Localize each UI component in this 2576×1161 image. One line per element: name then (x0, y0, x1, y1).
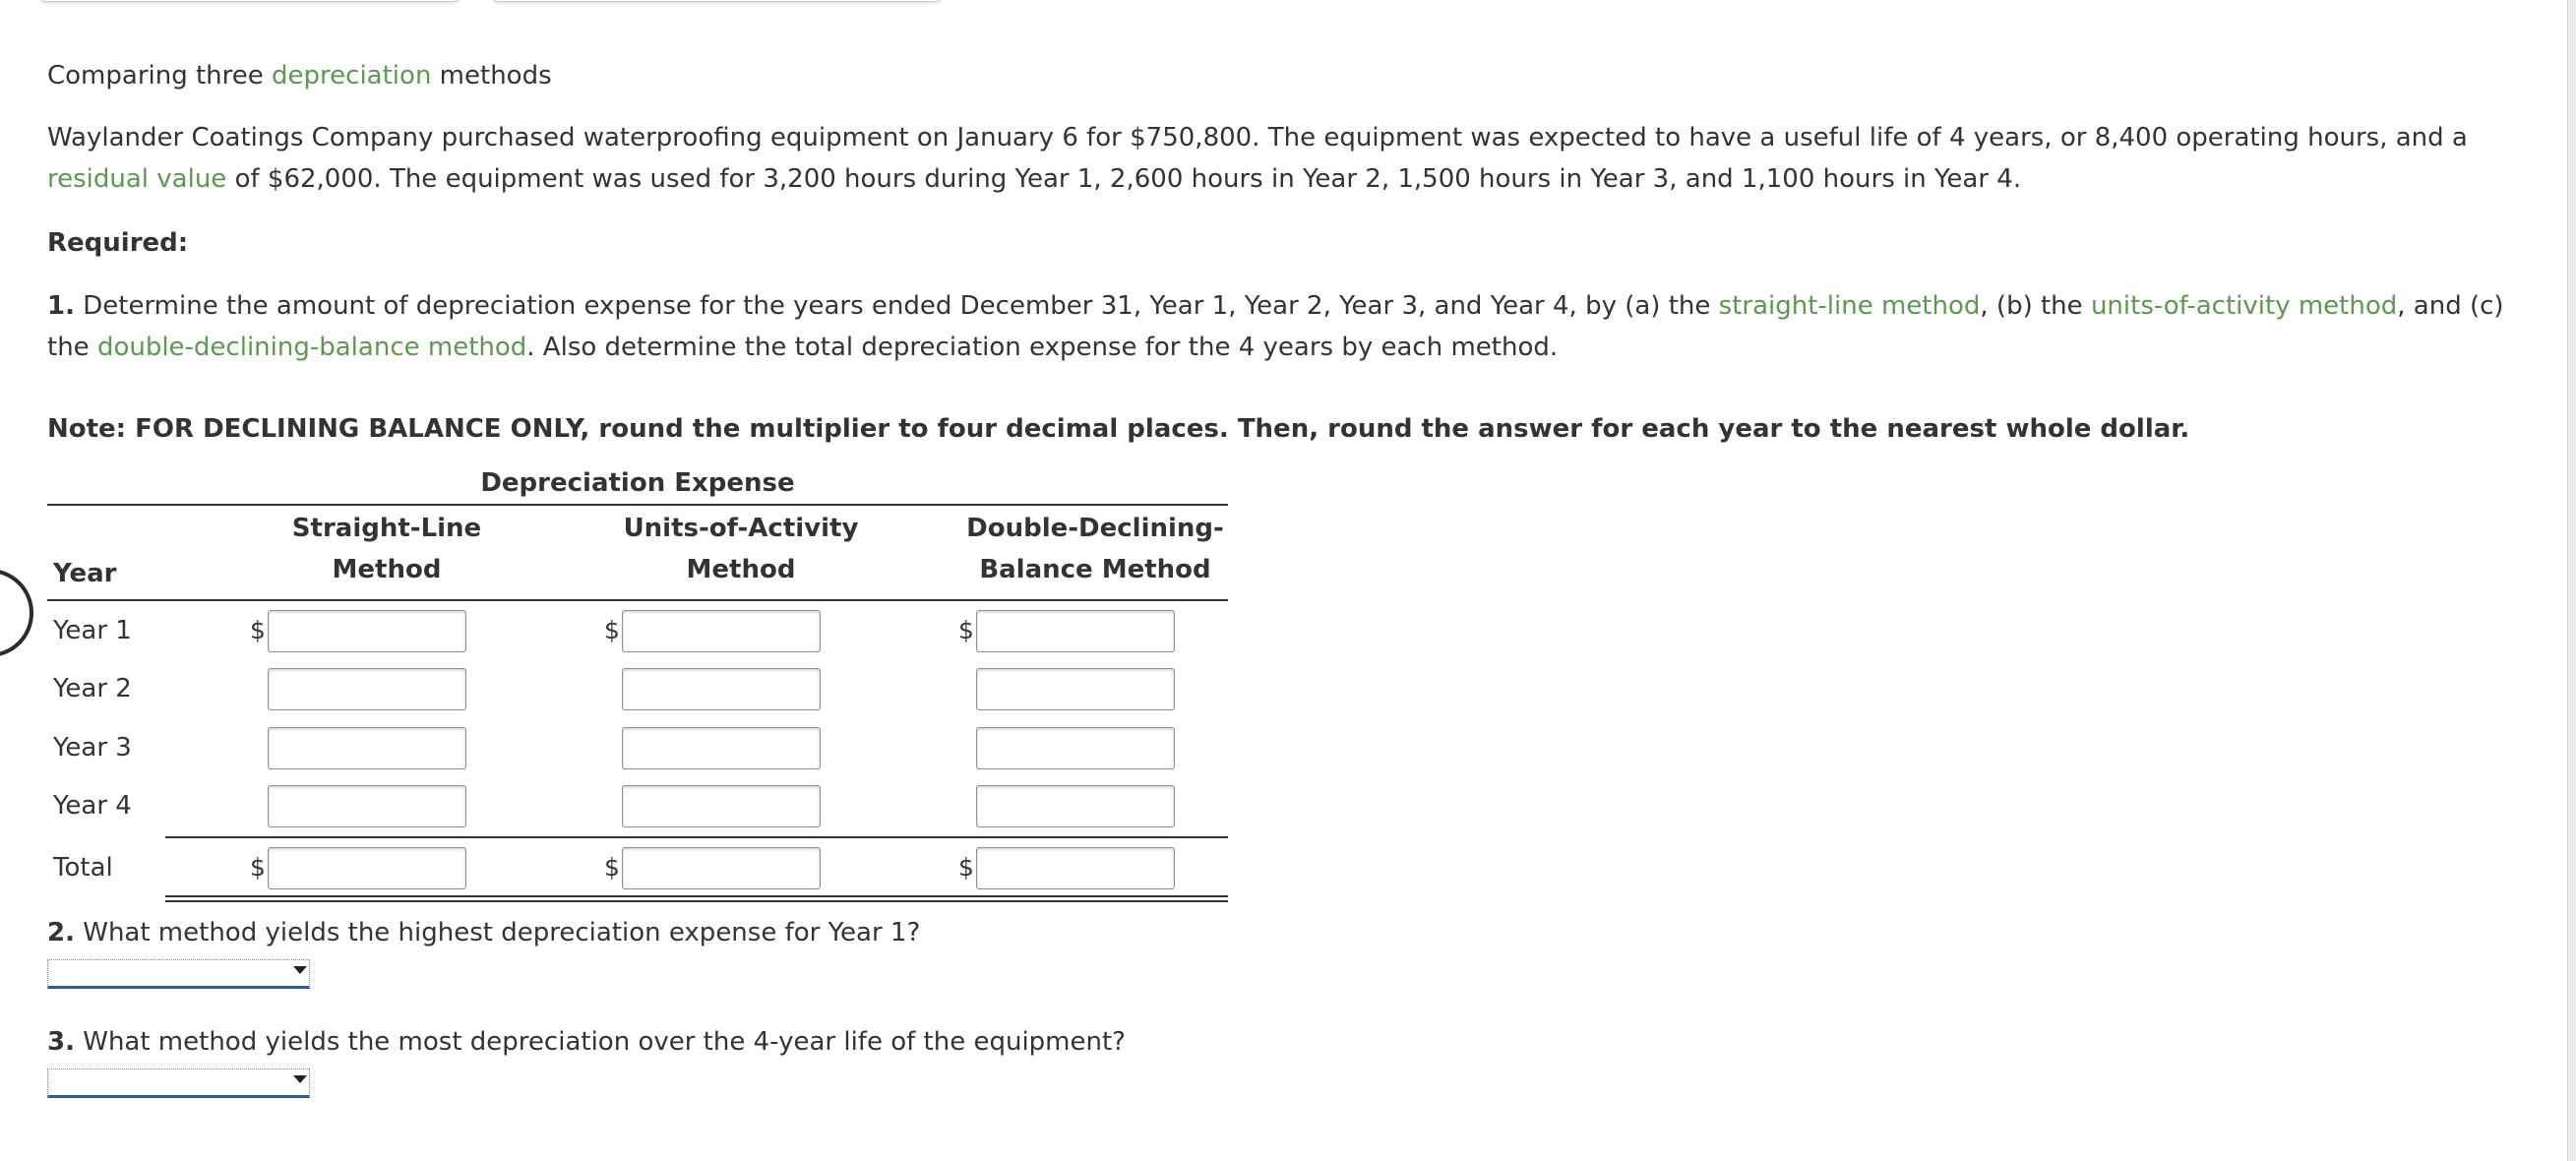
dollar-sign: $ (250, 616, 266, 644)
units-of-activity-column-header: Units-of-Activity Method (623, 514, 859, 584)
question-3-number: 3. (47, 1027, 75, 1057)
units-of-activity-method-link[interactable]: units-of-activity method (2090, 291, 2398, 321)
header-rule (47, 599, 1228, 601)
question-1-number: 1. (47, 291, 75, 321)
question-2: 2. What method yields the highest depreciation expense for Year 1? (47, 918, 921, 947)
question-3: 3. What method yields the most depreciation over the 4-year life of the equipment? (47, 1027, 1126, 1057)
dollar-sign: $ (250, 853, 266, 882)
dollar-sign: $ (604, 616, 620, 644)
question-2-number: 2. (47, 918, 75, 947)
year-1-units-of-activity-input[interactable] (622, 610, 821, 652)
total-double-rule (165, 895, 1228, 897)
year-3-double-declining-input[interactable] (976, 727, 1175, 769)
question-title: Comparing three depreciation methods (47, 61, 552, 91)
question-2-dropdown[interactable] (47, 959, 310, 989)
double-declining-balance-column-header: Double-Declining- Balance Method (966, 514, 1224, 584)
table-row-year-1 (47, 602, 1228, 659)
chevron-down-icon (293, 966, 307, 974)
year-4-units-of-activity-input[interactable] (622, 785, 821, 827)
year-4-straight-line-input[interactable] (268, 785, 466, 827)
total-top-rule (165, 836, 1228, 838)
total-double-declining-input[interactable] (976, 847, 1175, 889)
required-label: Required: (47, 228, 189, 258)
question-3-dropdown[interactable] (47, 1069, 310, 1098)
chevron-down-icon (293, 1075, 307, 1083)
problem-statement: Waylander Coatings Company purchased waterproofing equipment on January 6 for $750,800. The equipment was expected to have a useful life of 4 years, or 8,400 operating hours, and a residual value of $62,000. The equipment was used for 3,200 hours during Year 1, 2,600 hours in Year 2, 1,500 hours in Year 3, and 1,100 hours in Year 4. (47, 123, 2468, 194)
residual-value-link[interactable]: residual value (47, 164, 227, 194)
table-row-year-4 (47, 777, 1228, 834)
row-label: Year 3 (53, 733, 132, 763)
tab-stub-left[interactable] (39, 0, 460, 2)
year-2-straight-line-input[interactable] (268, 668, 466, 710)
rounding-note: Note: FOR DECLINING BALANCE ONLY, round the multiplier to four decimal places. Then, round the answer for each year to the nearest whole dollar. (47, 414, 2190, 444)
total-double-rule (165, 900, 1228, 902)
cursor-ring-indicator (0, 569, 33, 657)
tab-stub-right[interactable] (492, 0, 942, 2)
double-declining-balance-method-link[interactable]: double-declining-balance method (96, 333, 527, 362)
year-2-units-of-activity-input[interactable] (622, 668, 821, 710)
row-label: Year 4 (53, 791, 132, 821)
table-title: Depreciation Expense (47, 460, 1228, 506)
row-label: Year 1 (53, 616, 132, 645)
year-4-double-declining-input[interactable] (976, 785, 1175, 827)
year-1-double-declining-input[interactable] (976, 610, 1175, 652)
table-row-year-3 (47, 719, 1228, 776)
depreciation-link[interactable]: depreciation (272, 61, 432, 91)
year-column-header: Year (53, 559, 117, 588)
table-row-year-2 (47, 660, 1228, 717)
row-label: Year 2 (53, 674, 132, 703)
dollar-sign: $ (958, 853, 974, 882)
dollar-sign: $ (604, 853, 620, 882)
year-1-straight-line-input[interactable] (268, 610, 466, 652)
table-row-total (47, 839, 1228, 896)
straight-line-method-link[interactable]: straight-line method (1718, 291, 1981, 321)
question-1: 1. Determine the amount of depreciation expense for the years ended December 31, Year 1, Year 2, Year 3, and Year 4, by (a) the straight-line method, (b) the units-of-activity method, and (c) the double-declining-balance method. Also determine the total depreciation expense for the 4 years by each method. (47, 291, 2504, 362)
year-2-double-declining-input[interactable] (976, 668, 1175, 710)
total-units-of-activity-input[interactable] (622, 847, 821, 889)
year-3-units-of-activity-input[interactable] (622, 727, 821, 769)
straight-line-column-header: Straight-Line Method (291, 514, 482, 584)
total-straight-line-input[interactable] (268, 847, 466, 889)
page-scrollbar[interactable] (2567, 0, 2576, 1161)
dollar-sign: $ (958, 616, 974, 644)
year-3-straight-line-input[interactable] (268, 727, 466, 769)
row-label: Total (53, 853, 113, 883)
